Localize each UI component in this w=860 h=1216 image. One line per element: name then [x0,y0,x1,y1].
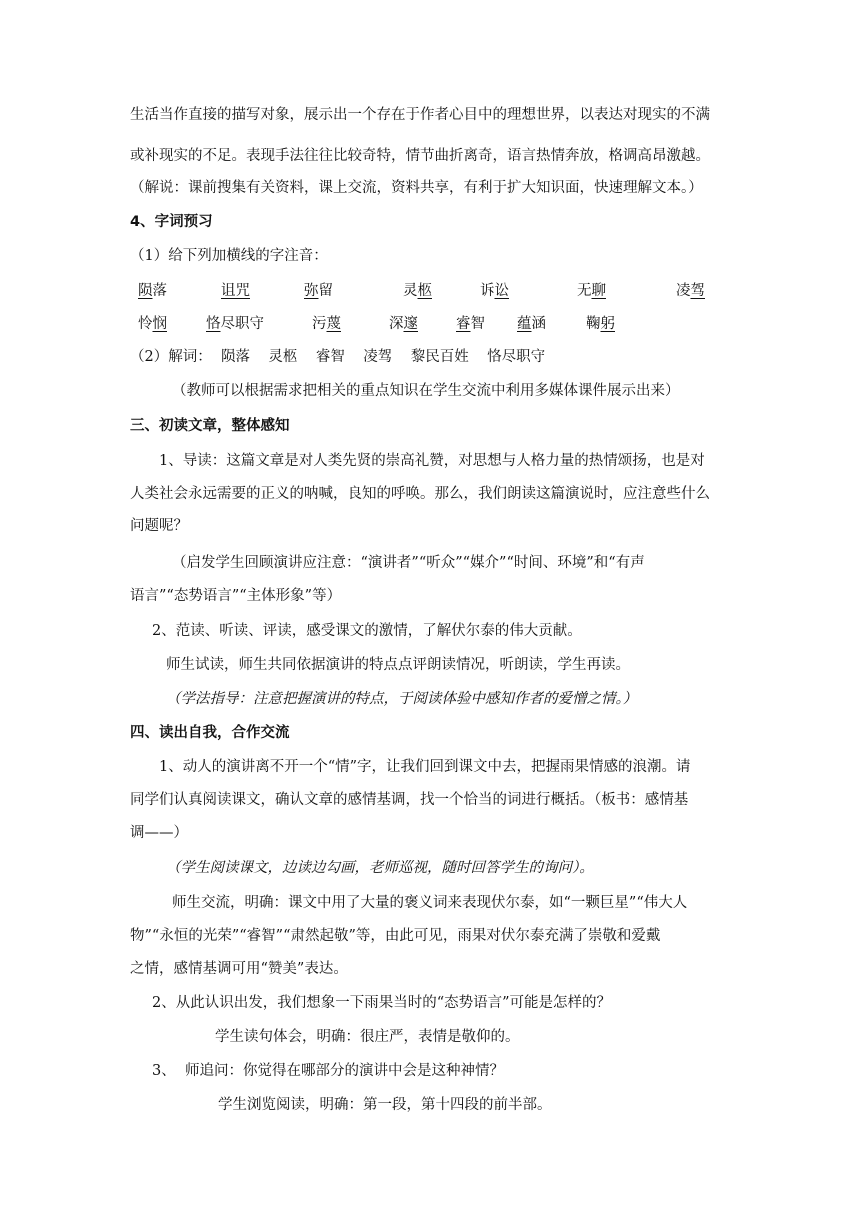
posture-answer: 学生读句体会，明确：很庄严，表情是敬仰的。 [215,1029,520,1045]
speech-hint-line-2: 语言”“态势语言”“主体形象”等） [130,588,342,604]
follow-up-answer: 学生浏览阅读，明确：第一段，第十四段的前半部。 [218,1097,552,1113]
intro-reading-line-2: 人类社会永远需要的正义的呐喊，良知的呼唤。那么，我们朗读这篇演说时，应注意些什么 [130,486,710,502]
section-heading-first-reading: 三、初读文章，整体感知 [130,418,290,434]
posture-question: 2、从此认识出发，我们想象一下雨果当时的“态势语言”可能是怎样的？ [152,995,612,1011]
emotion-task-line-3: 调——） [130,825,188,841]
intro-reading-line-1: 1、导读：这篇文章是对人类先贤的崇高礼赞，对思想与人格力量的热情颂扬，也是对 [159,453,705,469]
emotion-task-line-2: 同学们认真阅读课文，确认文章的感情基调，找一个恰当的词进行概括。（板书：感情基 [130,792,689,808]
vocab-word: 诅咒 [221,283,250,299]
vocab-word: 无聊 [577,283,606,299]
reading-step-2-detail: 师生试读，师生共同依据演讲的特点点评朗读情况，听朗读，学生再读。 [166,657,630,673]
vocab-word: 弥留 [304,283,333,299]
vocab-word: 蕴涵 [517,316,546,332]
intro-reading-line-3: 问题呢？ [130,518,188,534]
emotion-task-line-1: 1、动人的演讲离不开一个“情”字，让我们回到课文中去，把握雨果情感的浪潮。请 [159,759,691,775]
learning-method-note: （学法指导：注意把握演讲的特点，于阅读体验中感知作者的爱憎之情。） [166,691,638,707]
vocab-word: 深邃 [389,316,418,332]
discussion-answer-line-2: 物”“永恒的光荣”“睿智”“肃然起敬”等，由此可见，雨果对伏尔泰充满了崇敬和爱戴 [130,928,661,944]
vocab-word: 诉讼 [480,283,509,299]
vocab-word: 怜悯 [138,316,167,332]
reading-step-2: 2、范读、听读、评读，感受课文的激情，了解伏尔泰的伟大贡献。 [152,623,582,639]
vocab-word: 鞠躬 [586,316,615,332]
discussion-answer-line-1: 师生交流，明确：课文中用了大量的褒义词来表现伏尔泰，如“一颗巨星”“伟大人 [172,895,688,911]
vocab-word: 污蔑 [312,316,341,332]
follow-up-question: 3、 师追问：你觉得在哪部分的演讲中会是这种神情？ [152,1063,504,1079]
vocab-word: 陨落 [138,283,167,299]
vocab-question-1: （1）给下列加横线的字注音： [130,248,328,264]
intro-line-1: 生活当作直接的描写对象，展示出一个存在于作者心目中的理想世界，以表达对现实的不满 [130,107,710,123]
section-heading-vocab: 4、字词预习 [130,214,213,230]
vocab-word: 灵柩 [403,283,432,299]
discussion-answer-line-3: 之情，感情基调可用“赞美”表达。 [130,961,348,977]
intro-line-2: 或补现实的不足。表现手法往往比较奇特，情节曲折离奇，语言热情奔放，格调高昂激越。 [130,148,710,164]
vocab-word: 睿智 [456,316,485,332]
speech-hint-line-1: （启发学生回顾演讲应注意：“演讲者”“听众”“媒介”“时间、环境”和“有声 [172,555,645,571]
intro-line-3: （解说：课前搜集有关资料，课上交流，资料共享，有利于扩大知识面，快速理解文本。） [130,180,703,196]
section-heading-cooperation: 四、读出自我，合作交流 [130,725,290,741]
student-activity-note: （学生阅读课文，边读边勾画，老师巡视，随时回答学生的询问）。 [166,860,594,876]
teacher-note: （教师可以根据需求把相关的重点知识在学生交流中利用多媒体课件展示出来） [172,383,680,399]
vocab-word: 凌驾 [676,283,705,299]
vocab-question-2: （2）解词： 陨落 灵柩 睿智 凌驾 黎民百姓 恪尽职守 [130,349,546,365]
vocab-word: 恪尽职守 [206,316,264,332]
